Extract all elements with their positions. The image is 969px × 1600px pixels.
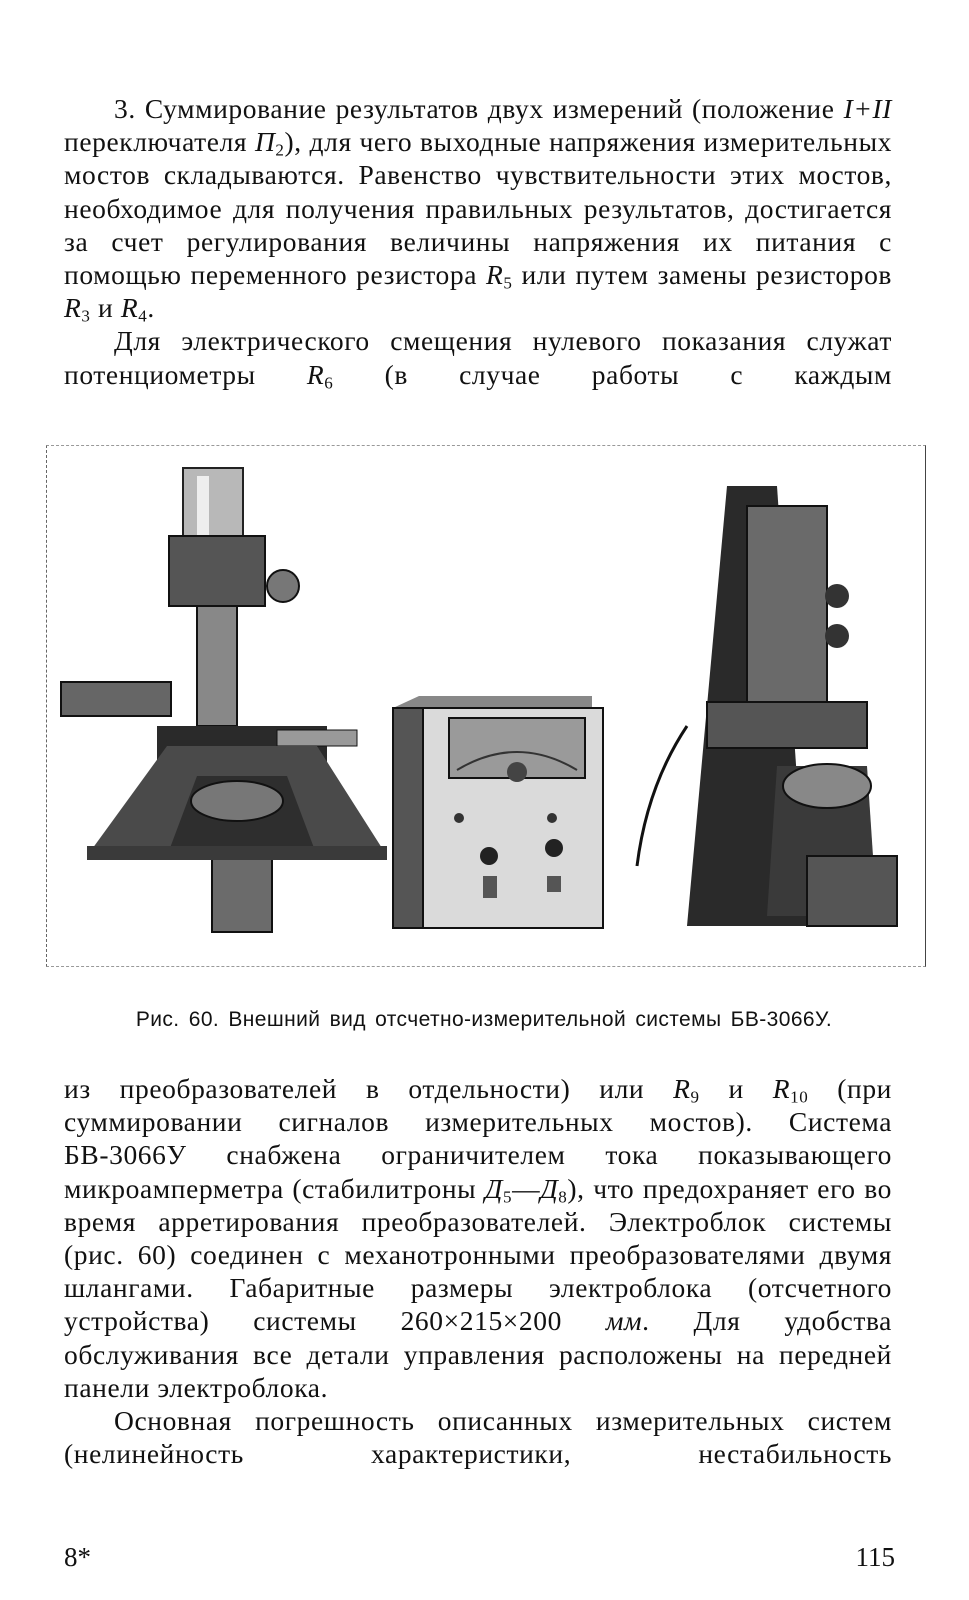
text-run: и: [90, 292, 121, 324]
text-run: ), что предохраняет его во время арретирования преобразователей. Электроблок системы (рис. 60) соединен с механотронными преобразователями двумя шлангами. Габаритные размеры электроблока (отсчетного устройства) системы 260×215×200: [64, 1172, 892, 1337]
symbol: R: [306, 358, 325, 390]
symbol: R: [120, 292, 139, 324]
subscript: 3: [81, 306, 91, 326]
subscript: 6: [324, 372, 334, 392]
text-run: и: [699, 1073, 773, 1104]
subscript: 5: [502, 1186, 513, 1206]
text-run: —: [512, 1172, 541, 1204]
figure-photo: [46, 445, 926, 967]
text-run: Для электрического смещения нулевого показания служат потенциометры: [64, 325, 892, 390]
unit: мм: [605, 1305, 643, 1337]
symbol: Д: [540, 1172, 559, 1204]
symbol: П: [254, 126, 276, 158]
paragraph: [64, 1072, 892, 1404]
text-run: (при суммировании сигналов измерительных мостов). Система БВ-3066У снабжена ограничителем тока показывающего микроамперметра (стабилитроны: [64, 1073, 892, 1204]
paragraph: Основная погрешность описанных измерительных систем (нелинейность характеристики, нестабильность: [64, 1405, 892, 1470]
subscript: 9: [690, 1087, 700, 1107]
symbol: R: [673, 1073, 691, 1104]
text-run: (в случае работы с каждым: [333, 358, 892, 390]
signature-mark: 8*: [64, 1542, 91, 1572]
paragraph: [64, 324, 892, 390]
symbol: R: [772, 1073, 791, 1104]
figure-illustration: [47, 446, 925, 966]
symbol: Д: [484, 1172, 503, 1204]
switch-position: I+II: [843, 93, 892, 124]
subscript: 4: [138, 306, 148, 326]
figure-caption: Рис. 60. Внешний вид отсчетно-измерительной системы БВ-3066У.: [135, 1008, 833, 1031]
subscript: 8: [558, 1186, 568, 1206]
subscript: 10: [790, 1087, 809, 1107]
text-block-bottom: [64, 1072, 892, 1470]
page-number: 115: [855, 1542, 895, 1572]
symbol: R: [486, 259, 504, 291]
text-run: . Для удобства обслуживания все детали управления расположены на передней панели электроблока.: [64, 1305, 892, 1403]
subscript: 2: [275, 140, 285, 160]
text-run: .: [147, 292, 155, 324]
text-run: 3. Суммирование результатов двух измерений (положение: [114, 93, 844, 124]
paragraph: [64, 92, 892, 324]
measuring-stand-left: [61, 468, 387, 932]
text-run: или путем замены резисторов: [512, 259, 892, 291]
text-run: из преобразователей в отдельности) или: [64, 1073, 674, 1104]
symbol: R: [64, 292, 82, 324]
text-block-top: [64, 92, 892, 391]
text-run: ), для чего выходные напряжения измерительных мостов складываются. Равенство чувствительности этих мостов, необходимое для получения правильных результатов, достигается за счет регулирования величины напряжения их питания с помощью переменного резистора: [64, 126, 892, 291]
subscript: 5: [503, 273, 513, 293]
measuring-stand-right: [637, 486, 897, 926]
text-run: переключателя: [64, 126, 255, 158]
electronic-block: [393, 696, 603, 928]
